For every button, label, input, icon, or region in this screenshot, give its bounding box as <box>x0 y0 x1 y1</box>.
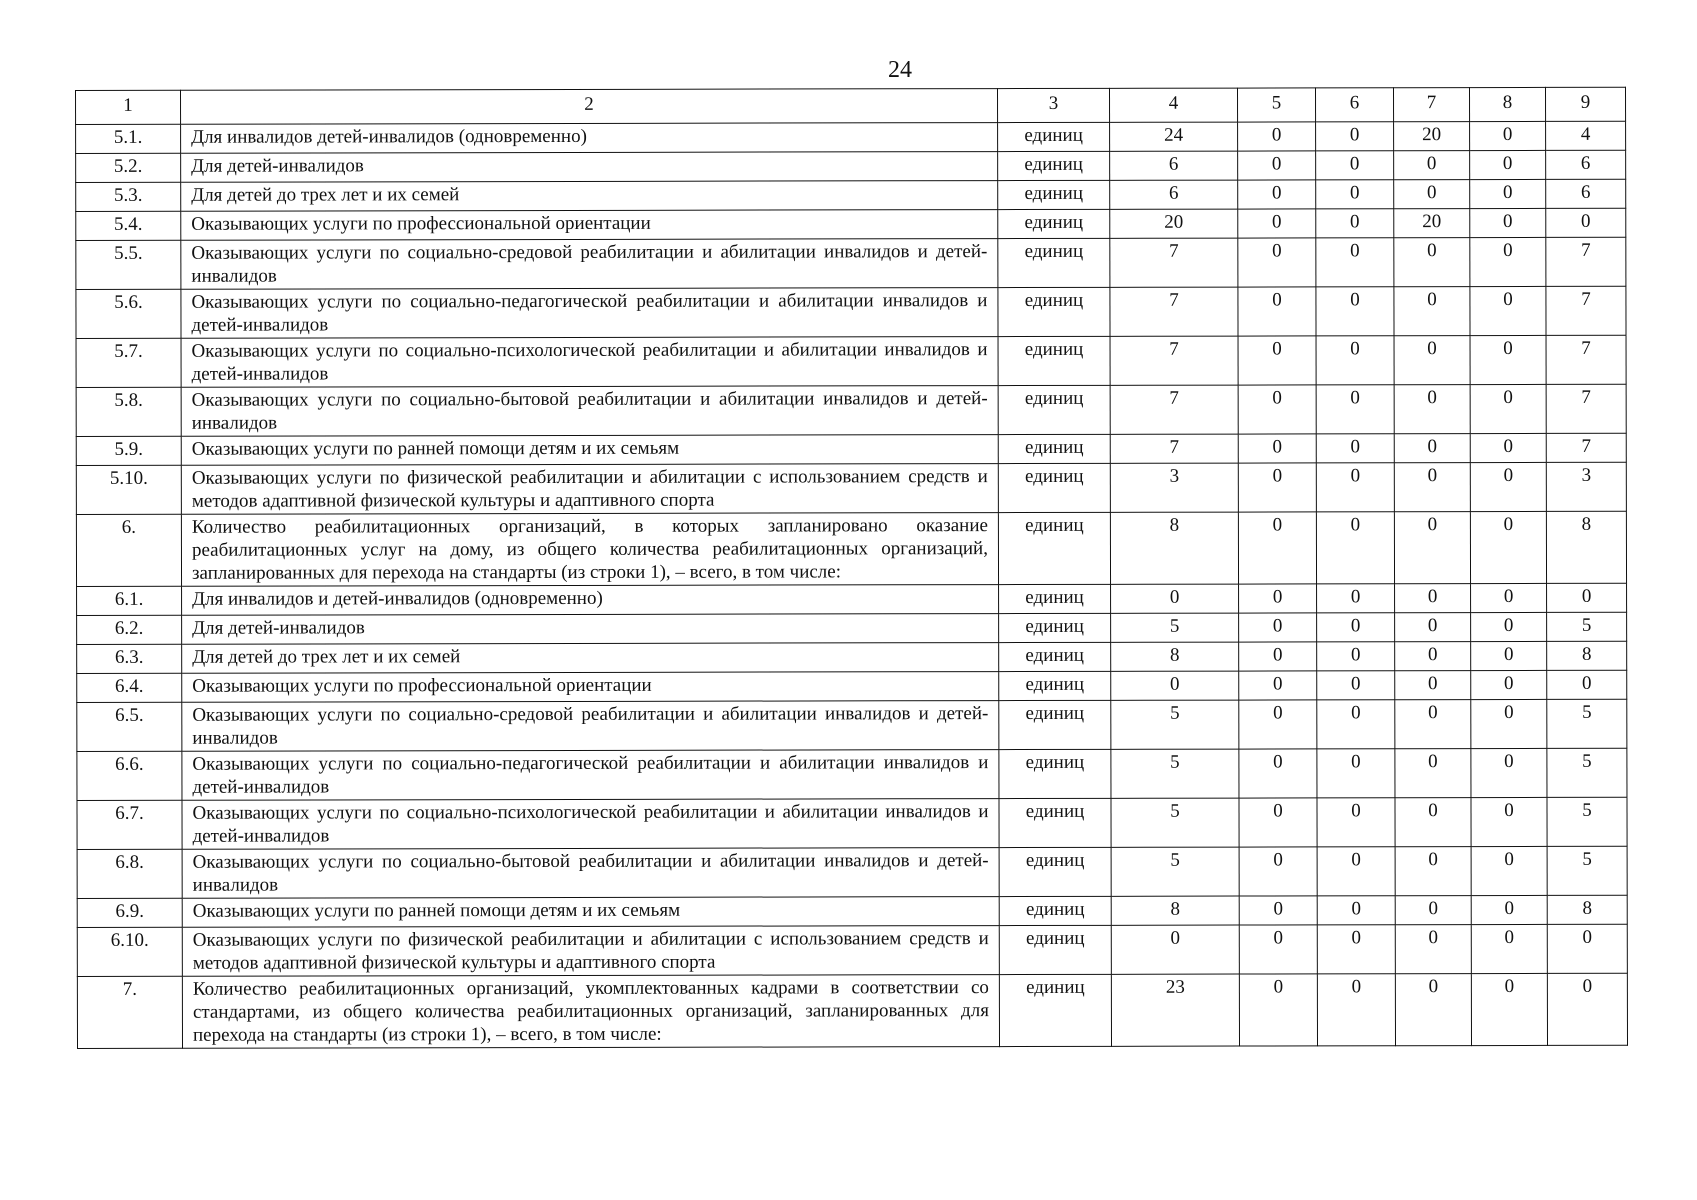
row-number-cell: 6.10. <box>77 927 182 976</box>
row-value-cell-col4: 7 <box>1110 336 1238 385</box>
row-value-cell-col7: 0 <box>1394 238 1470 287</box>
row-value-cell-col9: 7 <box>1546 237 1626 286</box>
row-value-cell-col8: 0 <box>1470 462 1546 511</box>
row-value-cell-col7: 20 <box>1394 209 1470 238</box>
row-value-cell-col5: 0 <box>1239 749 1317 798</box>
row-unit-cell: единиц <box>999 896 1111 925</box>
row-value-cell-col6: 0 <box>1317 749 1395 798</box>
header-cell-8: 8 <box>1469 87 1545 121</box>
row-unit-cell: единиц <box>999 584 1111 613</box>
row-number-cell: 5.9. <box>76 436 181 465</box>
row-value-cell-col4: 5 <box>1111 749 1239 798</box>
row-value-cell-col6: 0 <box>1317 613 1395 642</box>
row-value-cell-col7: 20 <box>1394 122 1470 151</box>
header-cell-6: 6 <box>1315 88 1393 122</box>
row-number-cell: 5.1. <box>76 124 181 153</box>
page-number: 24 <box>888 57 912 83</box>
row-value-cell-col5: 0 <box>1238 209 1316 238</box>
row-value-cell-col9: 3 <box>1546 462 1626 511</box>
row-value-cell-col5: 0 <box>1238 151 1316 180</box>
row-number-cell: 6.1. <box>77 586 182 615</box>
row-number-cell: 5.7. <box>76 338 181 387</box>
row-value-cell-col4: 5 <box>1111 847 1239 896</box>
row-unit-cell: единиц <box>998 209 1110 238</box>
row-value-cell-col8: 0 <box>1471 583 1547 612</box>
row-value-cell-col4: 0 <box>1111 584 1239 613</box>
row-unit-cell: единиц <box>998 512 1110 584</box>
header-cell-4: 4 <box>1109 88 1237 122</box>
row-description-cell: Для инвалидов и детей-инвалидов (одновременно) <box>182 585 999 616</box>
row-value-cell-col9: 5 <box>1547 612 1627 641</box>
row-value-cell-col5: 0 <box>1239 584 1317 613</box>
table-row <box>77 670 1627 702</box>
table-row <box>77 748 1627 800</box>
row-value-cell-col5: 0 <box>1238 122 1316 151</box>
row-value-cell-col9: 0 <box>1547 924 1627 973</box>
row-value-cell-col4: 5 <box>1111 700 1239 749</box>
row-number-cell: 6.2. <box>77 615 182 644</box>
row-description-cell: Оказывающих услуги по социально-средовой реабилитации и абилитации инвалидов и детей-инвалидов <box>181 239 998 290</box>
row-value-cell-col7: 0 <box>1394 336 1470 385</box>
row-value-cell-col8: 0 <box>1470 286 1546 335</box>
row-description-cell: Количество реабилитационных организаций, в которых запланировано оказание реабилитационных услуг на дому, из общего количества реабилитационных организаций, запланированных для перехода на стандарты (из строки 1), – всего, в том числе: <box>181 513 998 587</box>
table-row <box>76 150 1626 182</box>
row-number-cell: 6. <box>76 514 181 586</box>
row-number-cell: 6.7. <box>77 800 182 849</box>
row-description-cell: Для инвалидов детей-инвалидов (одновременно) <box>181 123 998 154</box>
header-cell-3: 3 <box>997 88 1109 122</box>
row-description-cell: Для детей до трех лет и их семей <box>181 181 998 212</box>
row-number-cell: 6.9. <box>77 898 182 927</box>
row-value-cell-col4: 7 <box>1110 238 1238 287</box>
row-value-cell-col8: 0 <box>1471 699 1547 748</box>
row-description-cell: Количество реабилитационных организаций, укомплектованных кадрами в соответствии со стандартами, из общего количества реабилитационных организаций, запланированных для перехода на стандарты (из строки 1), – всего, в том числе: <box>182 975 999 1049</box>
row-value-cell-col7: 0 <box>1394 385 1470 434</box>
row-description-cell: Оказывающих услуги по социально-средовой реабилитации и абилитации инвалидов и детей-инвалидов <box>182 701 999 752</box>
row-description-cell: Оказывающих услуги по социально-педагогической реабилитации и абилитации инвалидов и детей-инвалидов <box>182 750 999 801</box>
row-value-cell-col8: 0 <box>1470 237 1546 286</box>
row-value-cell-col7: 0 <box>1395 749 1471 798</box>
row-number-cell: 7. <box>77 976 182 1048</box>
table-row <box>77 973 1627 1048</box>
row-value-cell-col9: 6 <box>1546 150 1626 179</box>
row-unit-cell: единиц <box>999 847 1111 896</box>
table-body <box>76 121 1628 1048</box>
row-unit-cell: единиц <box>998 463 1110 512</box>
row-description-cell: Оказывающих услуги по физической реабилитации и абилитации с использованием средств и методов адаптивной физической культуры и адаптивного спорта <box>182 926 999 977</box>
header-cell-1: 1 <box>76 90 181 124</box>
row-description-cell: Оказывающих услуги по профессиональной ориентации <box>182 672 999 703</box>
row-value-cell-col7: 0 <box>1395 896 1471 925</box>
row-value-cell-col6: 0 <box>1317 671 1395 700</box>
row-value-cell-col4: 7 <box>1110 434 1238 463</box>
row-value-cell-col9: 8 <box>1546 511 1626 583</box>
table-row <box>76 462 1626 514</box>
row-description-cell: Оказывающих услуги по профессиональной ориентации <box>181 210 998 241</box>
row-unit-cell: единиц <box>999 671 1111 700</box>
row-value-cell-col9: 5 <box>1547 797 1627 846</box>
table-row <box>77 895 1627 927</box>
row-unit-cell: единиц <box>998 122 1110 151</box>
row-value-cell-col7: 0 <box>1395 642 1471 671</box>
row-value-cell-col5: 0 <box>1238 238 1316 287</box>
row-description-cell: Оказывающих услуги по физической реабилитации и абилитации с использованием средств и методов адаптивной физической культуры и адаптивного спорта <box>181 464 998 515</box>
row-value-cell-col9: 7 <box>1546 433 1626 462</box>
table-row <box>77 924 1627 976</box>
row-description-cell: Оказывающих услуги по социально-бытовой реабилитации и абилитации инвалидов и детей-инвалидов <box>181 386 998 437</box>
row-value-cell-col6: 0 <box>1317 847 1395 896</box>
table-row <box>76 237 1626 289</box>
row-value-cell-col8: 0 <box>1471 797 1547 846</box>
row-value-cell-col8: 0 <box>1471 612 1547 641</box>
row-value-cell-col5: 0 <box>1239 925 1317 974</box>
data-table <box>75 87 1628 1049</box>
row-value-cell-col4: 7 <box>1110 287 1238 336</box>
row-value-cell-col5: 0 <box>1239 798 1317 847</box>
row-value-cell-col6: 0 <box>1316 434 1394 463</box>
row-value-cell-col4: 23 <box>1111 974 1239 1046</box>
row-value-cell-col4: 0 <box>1111 671 1239 700</box>
row-value-cell-col8: 0 <box>1470 121 1546 150</box>
row-unit-cell: единиц <box>999 749 1111 798</box>
row-value-cell-col5: 0 <box>1239 613 1317 642</box>
row-value-cell-col7: 0 <box>1394 151 1470 180</box>
row-value-cell-col7: 0 <box>1394 512 1470 584</box>
table-header-row <box>76 87 1626 124</box>
row-unit-cell: единиц <box>999 974 1111 1046</box>
row-value-cell-col8: 0 <box>1470 208 1546 237</box>
row-number-cell: 6.4. <box>77 673 182 702</box>
row-unit-cell: единиц <box>998 180 1110 209</box>
table-row <box>76 384 1626 436</box>
row-value-cell-col6: 0 <box>1316 122 1394 151</box>
row-number-cell: 6.6. <box>77 751 182 800</box>
row-number-cell: 6.3. <box>77 644 182 673</box>
row-number-cell: 5.6. <box>76 289 181 338</box>
row-value-cell-col9: 0 <box>1547 973 1627 1045</box>
row-value-cell-col4: 8 <box>1111 896 1239 925</box>
row-value-cell-col7: 0 <box>1395 700 1471 749</box>
header-cell-9: 9 <box>1545 87 1625 121</box>
row-value-cell-col7: 0 <box>1395 925 1471 974</box>
table-row <box>77 846 1627 898</box>
row-value-cell-col9: 7 <box>1546 335 1626 384</box>
row-value-cell-col4: 7 <box>1110 385 1238 434</box>
row-value-cell-col7: 0 <box>1395 798 1471 847</box>
row-value-cell-col4: 24 <box>1110 122 1238 151</box>
table-row <box>76 511 1626 586</box>
header-cell-2: 2 <box>181 89 998 125</box>
row-value-cell-col4: 3 <box>1110 463 1238 512</box>
table-row <box>76 286 1626 338</box>
row-value-cell-col9: 6 <box>1546 179 1626 208</box>
row-value-cell-col8: 0 <box>1471 973 1547 1045</box>
table-row <box>76 433 1626 465</box>
row-value-cell-col9: 0 <box>1547 670 1627 699</box>
row-number-cell: 5.4. <box>76 211 181 240</box>
row-value-cell-col6: 0 <box>1317 584 1395 613</box>
row-number-cell: 5.3. <box>76 182 181 211</box>
row-value-cell-col6: 0 <box>1316 512 1394 584</box>
row-value-cell-col9: 7 <box>1546 384 1626 433</box>
row-value-cell-col8: 0 <box>1470 433 1546 462</box>
row-value-cell-col7: 0 <box>1395 613 1471 642</box>
table-row <box>77 583 1627 615</box>
table-row <box>77 641 1627 673</box>
row-value-cell-col7: 0 <box>1395 584 1471 613</box>
row-unit-cell: единиц <box>998 238 1110 287</box>
row-value-cell-col8: 0 <box>1470 384 1546 433</box>
row-value-cell-col5: 0 <box>1238 385 1316 434</box>
row-value-cell-col9: 0 <box>1546 208 1626 237</box>
row-value-cell-col6: 0 <box>1317 925 1395 974</box>
row-value-cell-col5: 0 <box>1238 512 1316 584</box>
row-unit-cell: единиц <box>999 700 1111 749</box>
row-value-cell-col4: 8 <box>1111 642 1239 671</box>
row-value-cell-col6: 0 <box>1317 642 1395 671</box>
row-value-cell-col8: 0 <box>1471 748 1547 797</box>
row-value-cell-col8: 0 <box>1471 924 1547 973</box>
row-value-cell-col4: 5 <box>1111 798 1239 847</box>
row-value-cell-col4: 6 <box>1110 151 1238 180</box>
table-row <box>77 699 1627 751</box>
row-value-cell-col5: 0 <box>1239 974 1317 1046</box>
row-value-cell-col6: 0 <box>1316 180 1394 209</box>
row-value-cell-col4: 5 <box>1111 613 1239 642</box>
row-value-cell-col7: 0 <box>1394 180 1470 209</box>
row-value-cell-col9: 5 <box>1547 748 1627 797</box>
table-row <box>76 335 1626 387</box>
row-value-cell-col5: 0 <box>1238 434 1316 463</box>
row-description-cell: Для детей до трех лет и их семей <box>182 643 999 674</box>
row-description-cell: Оказывающих услуги по ранней помощи детям и их семьям <box>181 435 998 466</box>
row-value-cell-col4: 6 <box>1110 180 1238 209</box>
row-value-cell-col5: 0 <box>1238 287 1316 336</box>
row-number-cell: 6.8. <box>77 849 182 898</box>
row-unit-cell: единиц <box>998 287 1110 336</box>
row-value-cell-col9: 8 <box>1547 895 1627 924</box>
row-value-cell-col6: 0 <box>1317 700 1395 749</box>
table-row <box>77 612 1627 644</box>
row-value-cell-col5: 0 <box>1238 180 1316 209</box>
row-value-cell-col7: 0 <box>1395 847 1471 896</box>
row-value-cell-col8: 0 <box>1471 670 1547 699</box>
row-value-cell-col6: 0 <box>1316 287 1394 336</box>
row-value-cell-col5: 0 <box>1239 700 1317 749</box>
row-unit-cell: единиц <box>998 385 1110 434</box>
row-value-cell-col9: 0 <box>1547 583 1627 612</box>
row-value-cell-col5: 0 <box>1239 896 1317 925</box>
row-value-cell-col5: 0 <box>1239 847 1317 896</box>
row-value-cell-col6: 0 <box>1316 463 1394 512</box>
row-number-cell: 5.5. <box>76 240 181 289</box>
row-value-cell-col9: 5 <box>1547 699 1627 748</box>
table-row <box>76 179 1626 211</box>
table-row <box>76 208 1626 240</box>
row-value-cell-col7: 0 <box>1394 463 1470 512</box>
row-value-cell-col9: 5 <box>1547 846 1627 895</box>
row-value-cell-col7: 0 <box>1395 974 1471 1046</box>
row-unit-cell: единиц <box>998 151 1110 180</box>
row-unit-cell: единиц <box>999 925 1111 974</box>
row-value-cell-col4: 8 <box>1110 512 1238 584</box>
row-value-cell-col8: 0 <box>1470 179 1546 208</box>
row-value-cell-col8: 0 <box>1470 335 1546 384</box>
row-value-cell-col9: 7 <box>1546 286 1626 335</box>
row-value-cell-col8: 0 <box>1471 641 1547 670</box>
row-value-cell-col5: 0 <box>1238 336 1316 385</box>
row-number-cell: 5.2. <box>76 153 181 182</box>
row-description-cell: Оказывающих услуги по ранней помощи детям и их семьям <box>182 897 999 928</box>
header-cell-5: 5 <box>1237 88 1315 122</box>
header-cell-7: 7 <box>1393 88 1469 122</box>
row-value-cell-col8: 0 <box>1470 150 1546 179</box>
row-value-cell-col6: 0 <box>1317 896 1395 925</box>
row-number-cell: 5.10. <box>76 465 181 514</box>
row-description-cell: Оказывающих услуги по социально-психологической реабилитации и абилитации инвалидов и детей-инвалидов <box>182 799 999 850</box>
row-description-cell: Оказывающих услуги по социально-психологической реабилитации и абилитации инвалидов и детей-инвалидов <box>181 337 998 388</box>
row-value-cell-col9: 8 <box>1547 641 1627 670</box>
table-row <box>76 121 1626 153</box>
row-value-cell-col8: 0 <box>1471 846 1547 895</box>
row-value-cell-col7: 0 <box>1394 434 1470 463</box>
row-unit-cell: единиц <box>999 798 1111 847</box>
row-value-cell-col6: 0 <box>1316 336 1394 385</box>
row-number-cell: 5.8. <box>76 387 181 436</box>
row-unit-cell: единиц <box>998 434 1110 463</box>
row-unit-cell: единиц <box>998 336 1110 385</box>
row-unit-cell: единиц <box>999 613 1111 642</box>
row-value-cell-col6: 0 <box>1317 798 1395 847</box>
row-value-cell-col6: 0 <box>1316 151 1394 180</box>
row-number-cell: 6.5. <box>77 702 182 751</box>
row-value-cell-col5: 0 <box>1238 463 1316 512</box>
row-description-cell: Оказывающих услуги по социально-бытовой реабилитации и абилитации инвалидов и детей-инвалидов <box>182 848 999 899</box>
row-value-cell-col6: 0 <box>1317 974 1395 1046</box>
row-value-cell-col5: 0 <box>1239 671 1317 700</box>
row-value-cell-col6: 0 <box>1316 209 1394 238</box>
row-value-cell-col8: 0 <box>1471 895 1547 924</box>
row-value-cell-col9: 4 <box>1546 121 1626 150</box>
row-value-cell-col8: 0 <box>1470 511 1546 583</box>
row-description-cell: Для детей-инвалидов <box>182 614 999 645</box>
row-description-cell: Для детей-инвалидов <box>181 152 998 183</box>
row-value-cell-col4: 20 <box>1110 209 1238 238</box>
row-value-cell-col4: 0 <box>1111 925 1239 974</box>
row-value-cell-col6: 0 <box>1316 238 1394 287</box>
row-value-cell-col5: 0 <box>1239 642 1317 671</box>
row-value-cell-col6: 0 <box>1316 385 1394 434</box>
row-description-cell: Оказывающих услуги по социально-педагогической реабилитации и абилитации инвалидов и детей-инвалидов <box>181 288 998 339</box>
row-value-cell-col7: 0 <box>1395 671 1471 700</box>
table-row <box>77 797 1627 849</box>
row-unit-cell: единиц <box>999 642 1111 671</box>
row-value-cell-col7: 0 <box>1394 287 1470 336</box>
document-sheet <box>75 87 1627 1049</box>
